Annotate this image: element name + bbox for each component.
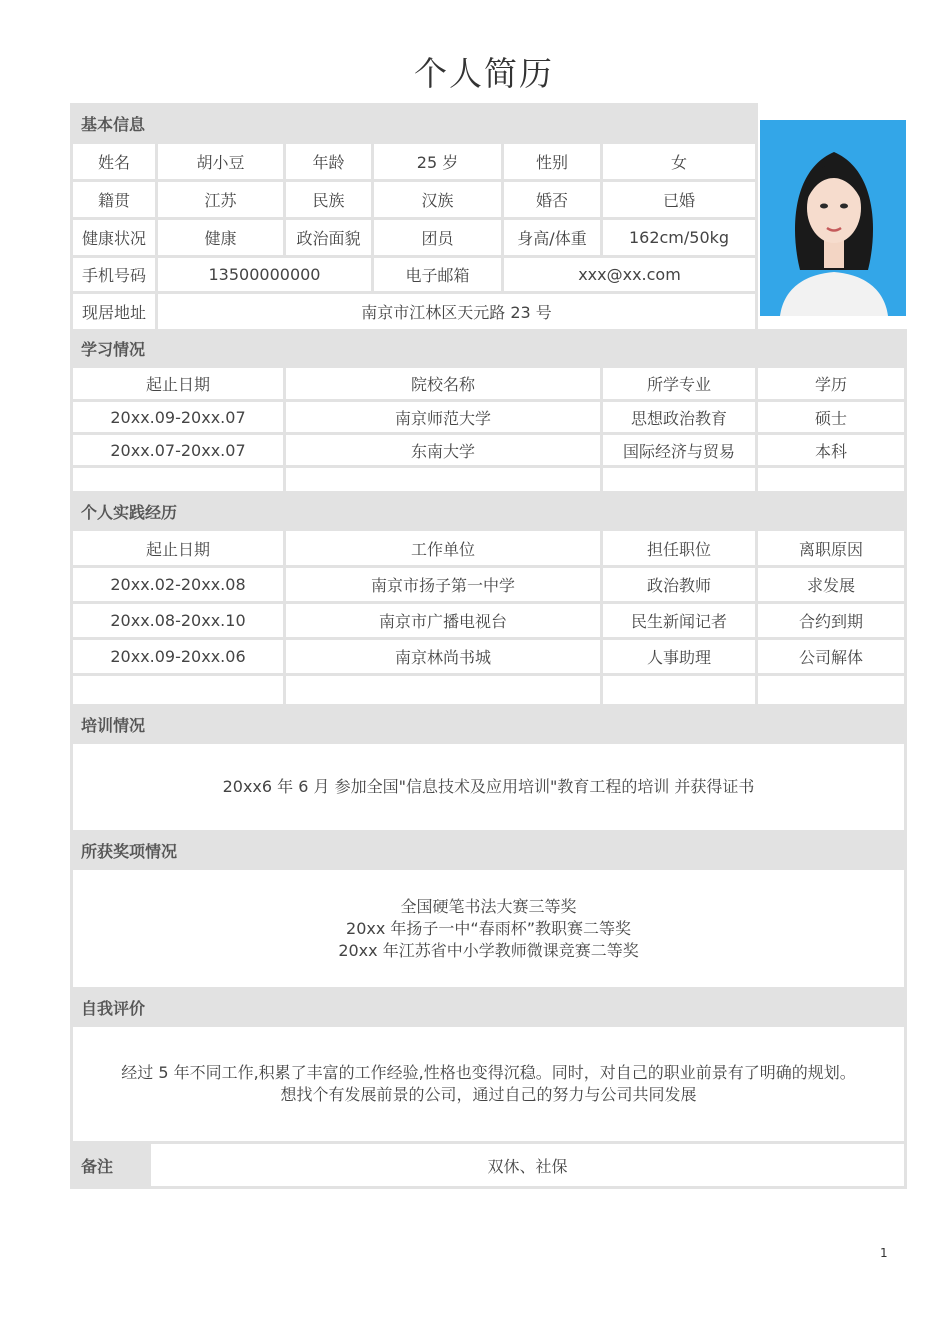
column-header: 起止日期 (72, 530, 285, 567)
table-cell: 20xx.07-20xx.07 (72, 434, 285, 467)
table-cell: 20xx.09-20xx.06 (72, 639, 285, 675)
table-cell-empty (72, 675, 285, 706)
section-header-education: 学习情况 (72, 331, 906, 367)
remarks-label: 备注 (72, 1143, 150, 1188)
profile-photo (760, 120, 906, 316)
table-row-empty (72, 467, 906, 493)
table-cell: 合约到期 (757, 603, 906, 639)
table-cell-empty (602, 675, 757, 706)
table-cell: 求发展 (757, 567, 906, 603)
table-cell: 20xx.09-20xx.07 (72, 401, 285, 434)
health-label: 健康状况 (72, 219, 157, 257)
table-cell: 南京市扬子第一中学 (285, 567, 602, 603)
column-header: 离职原因 (757, 530, 906, 567)
marital-value: 已婚 (602, 181, 757, 219)
basic-info-table (70, 103, 906, 332)
column-header: 起止日期 (72, 367, 285, 401)
table-cell: 政治教师 (602, 567, 757, 603)
table-cell: 思想政治教育 (602, 401, 757, 434)
award-item: 20xx 年江苏省中小学教师微课竞赛二等奖 (338, 940, 639, 960)
phone-value: 13500000000 (157, 257, 373, 293)
column-header: 担任职位 (602, 530, 757, 567)
text-sections-table (70, 704, 907, 1189)
section-header-awards: 所获奖项情况 (72, 832, 906, 869)
table-row (72, 401, 906, 434)
table-cell: 南京师范大学 (285, 401, 602, 434)
table-cell-empty (72, 467, 285, 493)
age-label: 年龄 (285, 143, 373, 181)
health-value: 健康 (157, 219, 285, 257)
section-header-basic: 基本信息 (72, 105, 757, 143)
height-weight-label: 身高/体重 (503, 219, 602, 257)
ethnicity-value: 汉族 (373, 181, 503, 219)
table-row (72, 434, 906, 467)
table-cell: 20xx.08-20xx.10 (72, 603, 285, 639)
address-value: 南京市江林区天元路 23 号 (157, 293, 757, 331)
experience-table (70, 491, 907, 707)
age-value: 25 岁 (373, 143, 503, 181)
table-cell-empty (757, 675, 906, 706)
section-header-self-eval: 自我评价 (72, 989, 906, 1026)
name-value: 胡小豆 (157, 143, 285, 181)
origin-label: 籍贯 (72, 181, 157, 219)
table-cell: 国际经济与贸易 (602, 434, 757, 467)
column-header: 院校名称 (285, 367, 602, 401)
political-value: 团员 (373, 219, 503, 257)
self-eval-line: 想找个有发展前景的公司，通过自己的努力与公司共同发展 (280, 1085, 697, 1104)
table-row (72, 639, 906, 675)
training-text: 20xx6 年 6 月 参加全国"信息技术及应用培训"教育工程的培训 并获得证书 (72, 743, 906, 832)
gender-label: 性别 (503, 143, 602, 181)
page-number: 1 (880, 1246, 888, 1260)
height-weight-value: 162cm/50kg (602, 219, 757, 257)
political-label: 政治面貌 (285, 219, 373, 257)
award-item: 20xx 年扬子一中“春雨杯”教职赛二等奖 (346, 918, 631, 938)
table-cell: 东南大学 (285, 434, 602, 467)
table-row-empty (72, 675, 906, 706)
self-eval-line: 经过 5 年不同工作,积累了丰富的工作经验,性格也变得沉稳。同时，对自己的职业前景有了明确的规划。 (121, 1063, 856, 1082)
remarks-value: 双休、社保 (150, 1143, 906, 1188)
marital-label: 婚否 (503, 181, 602, 219)
name-label: 姓名 (72, 143, 157, 181)
gender-value: 女 (602, 143, 757, 181)
email-value: xxx@xx.com (503, 257, 757, 293)
photo-cell (757, 105, 906, 331)
table-cell-empty (285, 675, 602, 706)
section-header-experience: 个人实践经历 (72, 493, 906, 530)
table-row (72, 603, 906, 639)
column-header: 学历 (757, 367, 906, 401)
table-cell: 硕士 (757, 401, 906, 434)
table-cell: 民生新闻记者 (602, 603, 757, 639)
page-title: 个人简历 (414, 54, 554, 93)
self-eval-text (72, 1026, 906, 1143)
table-cell: 南京市广播电视台 (285, 603, 602, 639)
resume-sheet (70, 103, 904, 1189)
table-cell-empty (602, 467, 757, 493)
table-cell: 人事助理 (602, 639, 757, 675)
table-cell: 20xx.02-20xx.08 (72, 567, 285, 603)
ethnicity-label: 民族 (285, 181, 373, 219)
column-header: 所学专业 (602, 367, 757, 401)
phone-label: 手机号码 (72, 257, 157, 293)
origin-value: 江苏 (157, 181, 285, 219)
section-header-training: 培训情况 (72, 706, 906, 743)
column-header: 工作单位 (285, 530, 602, 567)
award-item: 全国硬笔书法大赛三等奖 (400, 896, 577, 916)
education-table (70, 329, 907, 494)
email-label: 电子邮箱 (373, 257, 503, 293)
table-row (72, 567, 906, 603)
table-cell-empty (285, 467, 602, 493)
table-cell: 公司解体 (757, 639, 906, 675)
table-cell: 本科 (757, 434, 906, 467)
table-cell: 南京林尚书城 (285, 639, 602, 675)
address-label: 现居地址 (72, 293, 157, 331)
awards-list (72, 869, 906, 989)
table-cell-empty (757, 467, 906, 493)
